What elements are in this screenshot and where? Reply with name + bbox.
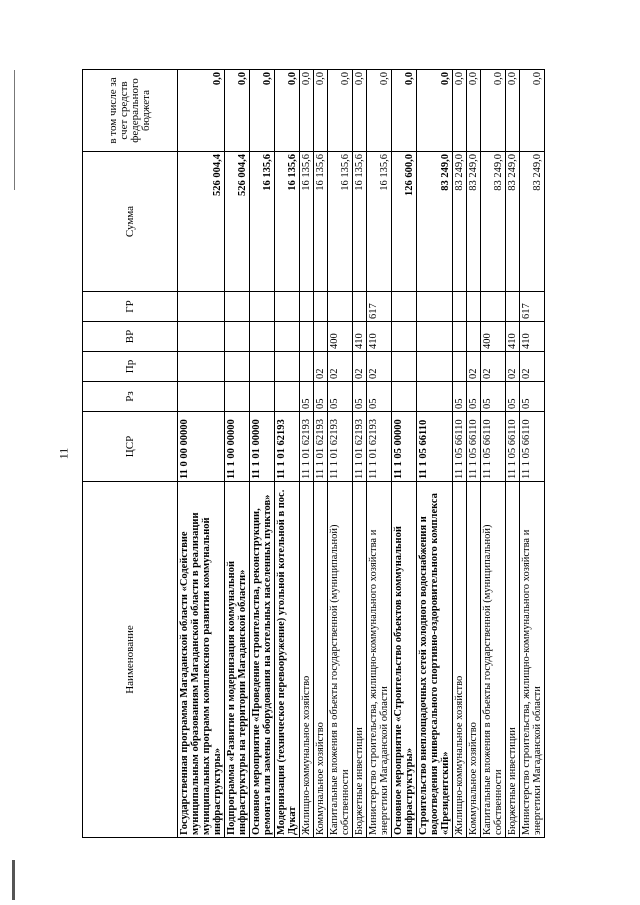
header-federal: в том числе за счет средств федерального бюджета xyxy=(83,70,178,152)
row-rz xyxy=(178,382,225,412)
row-gr xyxy=(225,292,250,322)
row-rz: 05 xyxy=(467,382,481,412)
row-csr: 11 1 05 66110 xyxy=(506,412,520,482)
table-row xyxy=(300,70,314,838)
row-pr: 02 xyxy=(481,352,506,382)
row-gr xyxy=(314,292,328,322)
row-federal: 0,0 xyxy=(314,70,328,152)
row-gr xyxy=(506,292,520,322)
row-pr: 02 xyxy=(328,352,353,382)
row-csr: 11 1 01 62193 xyxy=(367,412,392,482)
row-csr: 11 1 05 00000 xyxy=(392,412,417,482)
row-gr: 617 xyxy=(367,292,392,322)
row-pr: 02 xyxy=(520,352,545,382)
row-vr xyxy=(467,322,481,352)
row-csr: 11 1 00 00000 xyxy=(225,412,250,482)
row-vr xyxy=(275,322,300,352)
row-rz: 05 xyxy=(328,382,353,412)
row-csr: 11 1 05 66110 xyxy=(467,412,481,482)
row-federal: 0,0 xyxy=(178,70,225,152)
row-pr xyxy=(417,352,453,382)
row-rz xyxy=(392,382,417,412)
row-rz: 05 xyxy=(300,382,314,412)
row-name: Министерство строительства, жилищно-коммунального хозяйства и энергетики Магаданской области xyxy=(367,482,392,838)
row-sum: 83 249,0 xyxy=(506,152,520,292)
row-vr: 410 xyxy=(506,322,520,352)
row-pr xyxy=(225,352,250,382)
row-pr xyxy=(250,352,275,382)
row-vr xyxy=(392,322,417,352)
row-gr xyxy=(275,292,300,322)
row-vr: 410 xyxy=(367,322,392,352)
row-vr xyxy=(417,322,453,352)
row-name: Государственная программа Магаданской области «Содействие муниципальным образованиям Магаданской области в реализации муниципальных программ комплексного развития коммунальной инфраструктуры» xyxy=(178,482,225,838)
header-vr: ВР xyxy=(83,322,178,352)
row-gr xyxy=(250,292,275,322)
table-row xyxy=(353,70,367,838)
row-pr: 02 xyxy=(467,352,481,382)
row-name: Модернизация (техническое перевооружение) угольной котельной в пос. Дукат xyxy=(275,482,300,838)
table-row xyxy=(481,70,506,838)
row-federal: 0,0 xyxy=(225,70,250,152)
row-rz xyxy=(275,382,300,412)
row-gr xyxy=(467,292,481,322)
row-gr xyxy=(328,292,353,322)
table-row xyxy=(453,70,467,838)
row-federal: 0,0 xyxy=(353,70,367,152)
table-row xyxy=(506,70,520,838)
row-federal: 0,0 xyxy=(275,70,300,152)
row-rz: 05 xyxy=(314,382,328,412)
row-pr: 02 xyxy=(506,352,520,382)
row-name: Основное мероприятие «Проведение строительства, реконструкции, ремонта или замены оборудования на котельных населенных пунктов» xyxy=(250,482,275,838)
table-row xyxy=(367,70,392,838)
table-row xyxy=(392,70,417,838)
row-sum: 83 249,0 xyxy=(520,152,545,292)
row-vr: 410 xyxy=(353,322,367,352)
header-name: Наименование xyxy=(83,482,178,838)
table-header-row xyxy=(83,70,178,838)
row-csr: 11 1 01 62193 xyxy=(328,412,353,482)
row-federal: 0,0 xyxy=(328,70,353,152)
row-federal: 0,0 xyxy=(506,70,520,152)
table-row xyxy=(520,70,545,838)
row-csr: 11 1 01 62193 xyxy=(353,412,367,482)
row-sum: 16 135,6 xyxy=(300,152,314,292)
row-csr: 11 1 05 66110 xyxy=(453,412,467,482)
row-gr: 617 xyxy=(520,292,545,322)
row-rz xyxy=(225,382,250,412)
row-csr: 11 1 05 66110 xyxy=(481,412,506,482)
row-pr: 02 xyxy=(314,352,328,382)
row-csr: 11 1 01 62193 xyxy=(314,412,328,482)
header-sum: Сумма xyxy=(83,152,178,292)
row-gr xyxy=(392,292,417,322)
table-row xyxy=(250,70,275,838)
row-pr: 02 xyxy=(353,352,367,382)
row-gr xyxy=(417,292,453,322)
row-sum: 16 135,6 xyxy=(367,152,392,292)
row-gr xyxy=(178,292,225,322)
row-rz: 05 xyxy=(367,382,392,412)
row-csr: 11 1 01 62193 xyxy=(300,412,314,482)
budget-table xyxy=(82,69,545,838)
row-name: Капитальные вложения в объекты государственной (муниципальной) собственности xyxy=(481,482,506,838)
row-sum: 83 249,0 xyxy=(467,152,481,292)
row-rz xyxy=(250,382,275,412)
row-gr xyxy=(353,292,367,322)
row-vr xyxy=(314,322,328,352)
row-sum: 526 004,4 xyxy=(178,152,225,292)
table-row xyxy=(467,70,481,838)
row-csr: 11 1 05 66110 xyxy=(520,412,545,482)
row-name: Капитальные вложения в объекты государственной (муниципальной) собственности xyxy=(328,482,353,838)
row-vr xyxy=(453,322,467,352)
row-sum: 16 135,6 xyxy=(314,152,328,292)
row-sum: 16 135,6 xyxy=(328,152,353,292)
row-vr: 410 xyxy=(520,322,545,352)
row-sum: 16 135,6 xyxy=(250,152,275,292)
row-vr xyxy=(250,322,275,352)
row-federal: 0,0 xyxy=(467,70,481,152)
row-pr: 02 xyxy=(367,352,392,382)
row-vr: 400 xyxy=(481,322,506,352)
row-gr xyxy=(453,292,467,322)
row-rz xyxy=(417,382,453,412)
row-name: Коммунальное хозяйство xyxy=(467,482,481,838)
table-row xyxy=(417,70,453,838)
table-row xyxy=(328,70,353,838)
row-rz: 05 xyxy=(520,382,545,412)
row-name: Строительство внеплощадочных сетей холодного водоснабжения и водоотведения универсального спортивно-оздоровительного комплекса «Президентский» xyxy=(417,482,453,838)
rotated-budget-table xyxy=(82,70,543,838)
row-sum: 16 135,6 xyxy=(275,152,300,292)
binding-mark-bottom xyxy=(12,860,15,900)
row-rz: 05 xyxy=(353,382,367,412)
row-name: Бюджетные инвестиции xyxy=(506,482,520,838)
row-name: Коммунальное хозяйство xyxy=(314,482,328,838)
page-number: 11 xyxy=(56,447,71,460)
table-row xyxy=(314,70,328,838)
row-vr: 400 xyxy=(328,322,353,352)
row-federal: 0,0 xyxy=(520,70,545,152)
row-federal: 0,0 xyxy=(300,70,314,152)
row-pr xyxy=(453,352,467,382)
row-name: Жилищно-коммунальное хозяйство xyxy=(453,482,467,838)
row-pr xyxy=(300,352,314,382)
table-row xyxy=(275,70,300,838)
row-sum: 126 600,0 xyxy=(392,152,417,292)
row-pr xyxy=(392,352,417,382)
binding-mark xyxy=(14,70,15,190)
row-rz: 05 xyxy=(453,382,467,412)
row-pr xyxy=(275,352,300,382)
row-gr xyxy=(300,292,314,322)
row-name: Подпрограмма «Развитие и модернизация коммунальной инфраструктуры на территории Магаданской области» xyxy=(225,482,250,838)
row-name: Бюджетные инвестиции xyxy=(353,482,367,838)
row-federal: 0,0 xyxy=(392,70,417,152)
table-body xyxy=(178,70,545,838)
header-csr: ЦСР xyxy=(83,412,178,482)
row-federal: 0,0 xyxy=(250,70,275,152)
row-sum: 83 249,0 xyxy=(453,152,467,292)
row-rz: 05 xyxy=(506,382,520,412)
row-pr xyxy=(178,352,225,382)
header-pr: Пр xyxy=(83,352,178,382)
row-sum: 83 249,0 xyxy=(481,152,506,292)
row-sum: 16 135,6 xyxy=(353,152,367,292)
row-federal: 0,0 xyxy=(367,70,392,152)
header-rz: Рз xyxy=(83,382,178,412)
table-row xyxy=(225,70,250,838)
row-federal: 0,0 xyxy=(481,70,506,152)
row-csr: 11 0 00 00000 xyxy=(178,412,225,482)
row-sum: 83 249,0 xyxy=(417,152,453,292)
header-gr: ГР xyxy=(83,292,178,322)
row-name: Министерство строительства, жилищно-коммунального хозяйства и энергетики Магаданской области xyxy=(520,482,545,838)
row-federal: 0,0 xyxy=(453,70,467,152)
row-vr xyxy=(300,322,314,352)
row-federal: 0,0 xyxy=(417,70,453,152)
table-row xyxy=(178,70,225,838)
row-name: Жилищно-коммунальное хозяйство xyxy=(300,482,314,838)
row-csr: 11 1 05 66110 xyxy=(417,412,453,482)
row-csr: 11 1 01 00000 xyxy=(250,412,275,482)
row-csr: 11 1 01 62193 xyxy=(275,412,300,482)
row-vr xyxy=(225,322,250,352)
row-gr xyxy=(481,292,506,322)
row-name: Основное мероприятие «Строительство объектов коммунальной инфраструктуры» xyxy=(392,482,417,838)
row-rz: 05 xyxy=(481,382,506,412)
row-sum: 526 004,4 xyxy=(225,152,250,292)
row-vr xyxy=(178,322,225,352)
